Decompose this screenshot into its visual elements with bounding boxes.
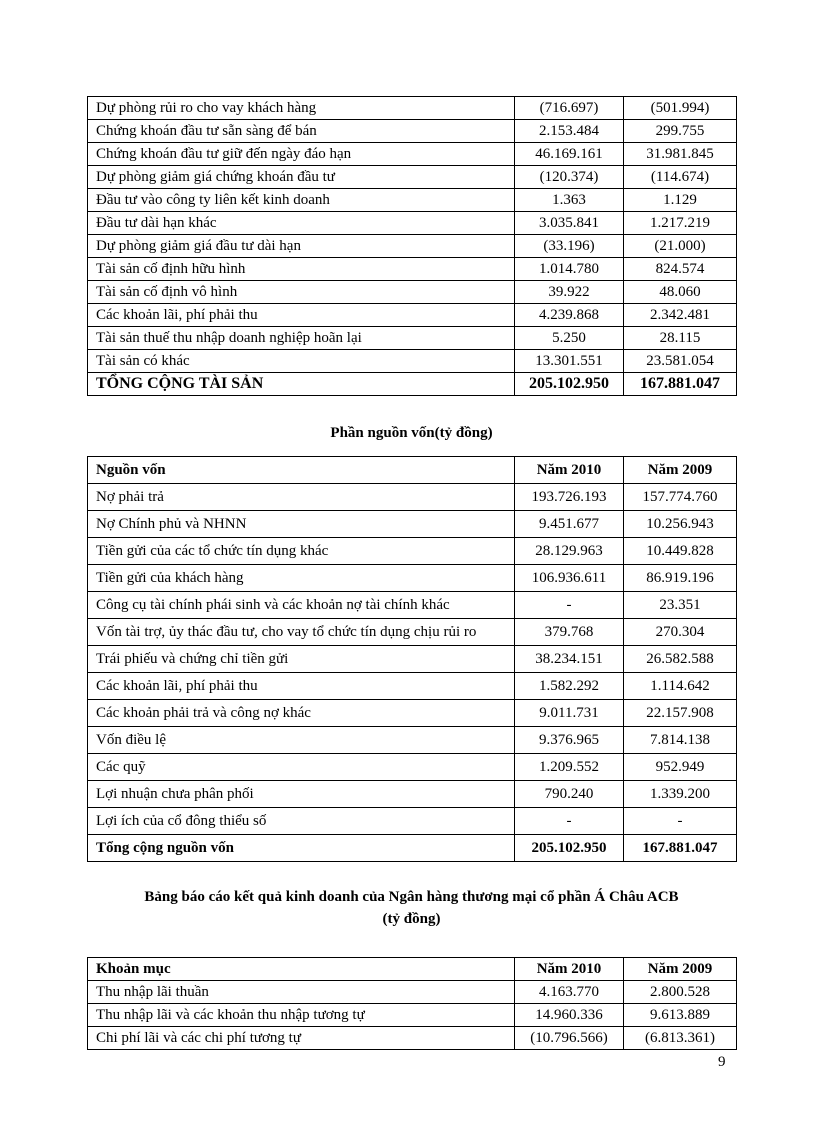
table-row — [88, 781, 737, 808]
total-2010: 205.102.950 — [515, 835, 624, 862]
table-row — [88, 350, 737, 373]
value-2009: 824.574 — [624, 258, 737, 281]
header-label: Nguồn vốn — [88, 457, 515, 484]
header-2009: Năm 2009 — [624, 457, 737, 484]
row-label: Đầu tư dài hạn khác — [88, 212, 515, 235]
value-2009: 48.060 — [624, 281, 737, 304]
value-2009: 1.129 — [624, 189, 737, 212]
value-2009: 1.114.642 — [624, 673, 737, 700]
value-2010: 379.768 — [515, 619, 624, 646]
assets-table — [87, 96, 737, 396]
value-2009: 7.814.138 — [624, 727, 737, 754]
row-label: Dự phòng rủi ro cho vay khách hàng — [88, 97, 515, 120]
total-row — [88, 373, 737, 396]
table-row — [88, 281, 737, 304]
row-label: Tài sản cố định vô hình — [88, 281, 515, 304]
value-2009: (501.994) — [624, 97, 737, 120]
total-2010: 205.102.950 — [515, 373, 624, 396]
row-label: Thu nhập lãi và các khoản thu nhập tương tự — [88, 1004, 515, 1027]
value-2009: 1.339.200 — [624, 781, 737, 808]
value-2010: 193.726.193 — [515, 484, 624, 511]
income-caption — [87, 886, 736, 930]
table-row — [88, 189, 737, 212]
value-2009: 1.217.219 — [624, 212, 737, 235]
table-row — [88, 646, 737, 673]
value-2010: - — [515, 592, 624, 619]
row-label: Lợi ích của cổ đông thiểu số — [88, 808, 515, 835]
table-row — [88, 592, 737, 619]
table-row — [88, 673, 737, 700]
row-label: Lợi nhuận chưa phân phối — [88, 781, 515, 808]
table-row — [88, 754, 737, 781]
row-label: Tiền gửi của các tổ chức tín dụng khác — [88, 538, 515, 565]
table-row — [88, 304, 737, 327]
row-label: Tài sản cố định hữu hình — [88, 258, 515, 281]
value-2009: 9.613.889 — [624, 1004, 737, 1027]
value-2009: 10.256.943 — [624, 511, 737, 538]
value-2009: 26.582.588 — [624, 646, 737, 673]
table-row — [88, 258, 737, 281]
sources-caption: Phần nguồn vốn(tỷ đồng) — [330, 425, 493, 441]
row-label: Nợ phải trả — [88, 484, 515, 511]
value-2009: 10.449.828 — [624, 538, 737, 565]
table-row — [88, 700, 737, 727]
value-2010: - — [515, 808, 624, 835]
value-2010: (716.697) — [515, 97, 624, 120]
table-row — [88, 727, 737, 754]
table-header-row — [88, 457, 737, 484]
header-2010: Năm 2010 — [515, 457, 624, 484]
value-2009: 28.115 — [624, 327, 737, 350]
value-2010: 4.163.770 — [515, 981, 624, 1004]
value-2009: 2.342.481 — [624, 304, 737, 327]
row-label: Đầu tư vào công ty liên kết kinh doanh — [88, 189, 515, 212]
value-2010: 28.129.963 — [515, 538, 624, 565]
table-row — [88, 143, 737, 166]
table-row — [88, 327, 737, 350]
sources-table — [87, 456, 737, 862]
value-2010: 14.960.336 — [515, 1004, 624, 1027]
income-table — [87, 957, 737, 1050]
row-label: Các quỹ — [88, 754, 515, 781]
row-label: Vốn tài trợ, ủy thác đầu tư, cho vay tổ chức tín dụng chịu rủi ro — [88, 619, 515, 646]
value-2010: 106.936.611 — [515, 565, 624, 592]
header-2009: Năm 2009 — [624, 958, 737, 981]
value-2009: 22.157.908 — [624, 700, 737, 727]
total-2009: 167.881.047 — [624, 835, 737, 862]
value-2010: 13.301.551 — [515, 350, 624, 373]
table-row — [88, 981, 737, 1004]
table-row — [88, 235, 737, 258]
value-2010: 1.014.780 — [515, 258, 624, 281]
value-2010: 9.376.965 — [515, 727, 624, 754]
row-label: Nợ Chính phủ và NHNN — [88, 511, 515, 538]
table-row — [88, 97, 737, 120]
value-2010: 1.363 — [515, 189, 624, 212]
value-2010: (33.196) — [515, 235, 624, 258]
value-2010: 3.035.841 — [515, 212, 624, 235]
total-2009: 167.881.047 — [624, 373, 737, 396]
value-2009: 86.919.196 — [624, 565, 737, 592]
table-row — [88, 212, 737, 235]
value-2010: (10.796.566) — [515, 1027, 624, 1050]
row-label: Công cụ tài chính phái sinh và các khoản nợ tài chính khác — [88, 592, 515, 619]
row-label: Chứng khoán đầu tư sẵn sàng để bán — [88, 120, 515, 143]
total-label: Tổng cộng nguồn vốn — [88, 835, 515, 862]
value-2010: 9.451.677 — [515, 511, 624, 538]
row-label: Trái phiếu và chứng chỉ tiền gửi — [88, 646, 515, 673]
row-label: Dự phòng giảm giá đầu tư dài hạn — [88, 235, 515, 258]
table-row — [88, 538, 737, 565]
value-2009: 270.304 — [624, 619, 737, 646]
row-label: Chi phí lãi và các chi phí tương tự — [88, 1027, 515, 1050]
table-row — [88, 120, 737, 143]
value-2010: 46.169.161 — [515, 143, 624, 166]
value-2010: (120.374) — [515, 166, 624, 189]
table-row — [88, 1004, 737, 1027]
value-2010: 1.209.552 — [515, 754, 624, 781]
income-caption-line1: Bảng báo cáo kết quả kinh doanh của Ngân hàng thương mại cổ phần Á Châu ACB — [144, 889, 679, 905]
value-2009: 23.581.054 — [624, 350, 737, 373]
row-label: Thu nhập lãi thuần — [88, 981, 515, 1004]
value-2010: 39.922 — [515, 281, 624, 304]
value-2010: 4.239.868 — [515, 304, 624, 327]
value-2010: 38.234.151 — [515, 646, 624, 673]
value-2009: (6.813.361) — [624, 1027, 737, 1050]
value-2009: (21.000) — [624, 235, 737, 258]
value-2009: 299.755 — [624, 120, 737, 143]
value-2010: 1.582.292 — [515, 673, 624, 700]
table-row — [88, 1027, 737, 1050]
row-label: Tài sản thuế thu nhập doanh nghiệp hoãn lại — [88, 327, 515, 350]
row-label: Các khoản lãi, phí phải thu — [88, 673, 515, 700]
total-label: TỔNG CỘNG TÀI SẢN — [88, 373, 515, 396]
value-2009: 952.949 — [624, 754, 737, 781]
row-label: Tài sản có khác — [88, 350, 515, 373]
row-label: Các khoản lãi, phí phải thu — [88, 304, 515, 327]
table-header-row — [88, 958, 737, 981]
value-2009: 31.981.845 — [624, 143, 737, 166]
row-label: Các khoản phải trả và công nợ khác — [88, 700, 515, 727]
income-caption-line2: (tỷ đồng) — [382, 911, 441, 927]
table-row — [88, 808, 737, 835]
value-2009: - — [624, 808, 737, 835]
row-label: Tiền gửi của khách hàng — [88, 565, 515, 592]
table-row — [88, 166, 737, 189]
table-row — [88, 484, 737, 511]
header-label: Khoản mục — [88, 958, 515, 981]
value-2009: (114.674) — [624, 166, 737, 189]
header-2010: Năm 2010 — [515, 958, 624, 981]
row-label: Vốn điều lệ — [88, 727, 515, 754]
row-label: Dự phòng giảm giá chứng khoán đầu tư — [88, 166, 515, 189]
table-row — [88, 565, 737, 592]
value-2010: 2.153.484 — [515, 120, 624, 143]
value-2010: 5.250 — [515, 327, 624, 350]
value-2009: 2.800.528 — [624, 981, 737, 1004]
table-row — [88, 511, 737, 538]
total-row — [88, 835, 737, 862]
value-2009: 23.351 — [624, 592, 737, 619]
value-2010: 790.240 — [515, 781, 624, 808]
page-number: 9 — [718, 1054, 726, 1070]
value-2010: 9.011.731 — [515, 700, 624, 727]
value-2009: 157.774.760 — [624, 484, 737, 511]
row-label: Chứng khoán đầu tư giữ đến ngày đáo hạn — [88, 143, 515, 166]
table-row — [88, 619, 737, 646]
